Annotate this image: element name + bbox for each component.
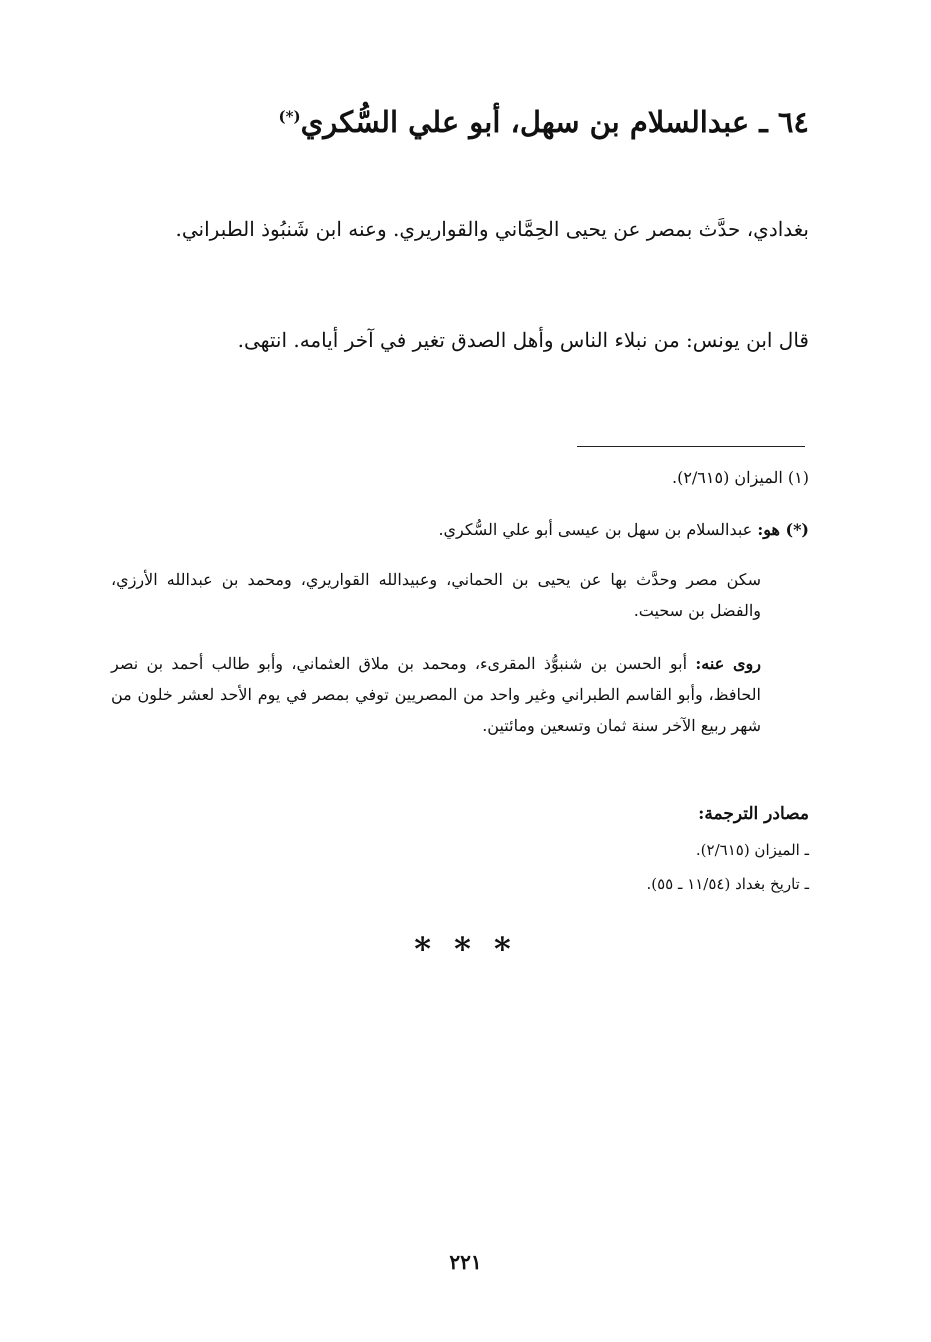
source-item: ـ الميزان (٢/٦١٥). — [695, 841, 809, 859]
entry-heading — [89, 105, 809, 139]
page-number: ٢٢١ — [449, 1250, 482, 1274]
footnote-label: روى عنه: — [695, 654, 762, 673]
footnote-entry-identity — [109, 514, 809, 545]
body-paragraph-1: بغدادي، حدَّث بمصر عن يحيى الحِمَّاني والقواريري. وعنه ابن شَنبُوذ الطبراني. — [175, 217, 809, 241]
footnote-marker: (*) — [278, 107, 301, 126]
section-divider-stars: * * * — [414, 930, 517, 968]
footnote-text: عبدالسلام بن سهل بن عيسى أبو علي السُّكري. — [438, 520, 753, 539]
footnote-text: أبو الحسن بن شنبوُّذ المقرىء، ومحمد بن ملاق العثماني، وأبو طالب أحمد بن نصر الحافظ، وأبو القاسم الطبراني وغير واحد من المصريين توفي بمصر في يوم الأحد لعشر خلون من شهر ربيع الآخر سنة ثمان وتسعين ومائتين. — [111, 654, 761, 735]
footnote-residence: سكن مصر وحدَّث بها عن يحيى بن الحماني، وعبيدالله القواريري، ومحمد بن عبدالله الأرزي، والفضل بن سحيت. — [111, 570, 761, 620]
source-item: ـ تاريخ بغداد (١١/٥٤ ـ ٥٥). — [646, 875, 809, 893]
entry-heading-text: ٦٤ ـ عبدالسلام بن سهل، أبو علي السُّكري — [300, 105, 809, 139]
footnote-1: (١) الميزان (٢/٦١٥). — [671, 468, 809, 487]
sources-heading: مصادر الترجمة: — [698, 804, 809, 824]
footnote-label: (*) هو: — [757, 520, 809, 539]
footnote-narrators — [111, 648, 761, 741]
body-paragraph-2: قال ابن يونس: من نبلاء الناس وأهل الصدق تغير في آخر أيامه. انتهى. — [237, 328, 809, 352]
footnote-separator — [577, 446, 805, 447]
